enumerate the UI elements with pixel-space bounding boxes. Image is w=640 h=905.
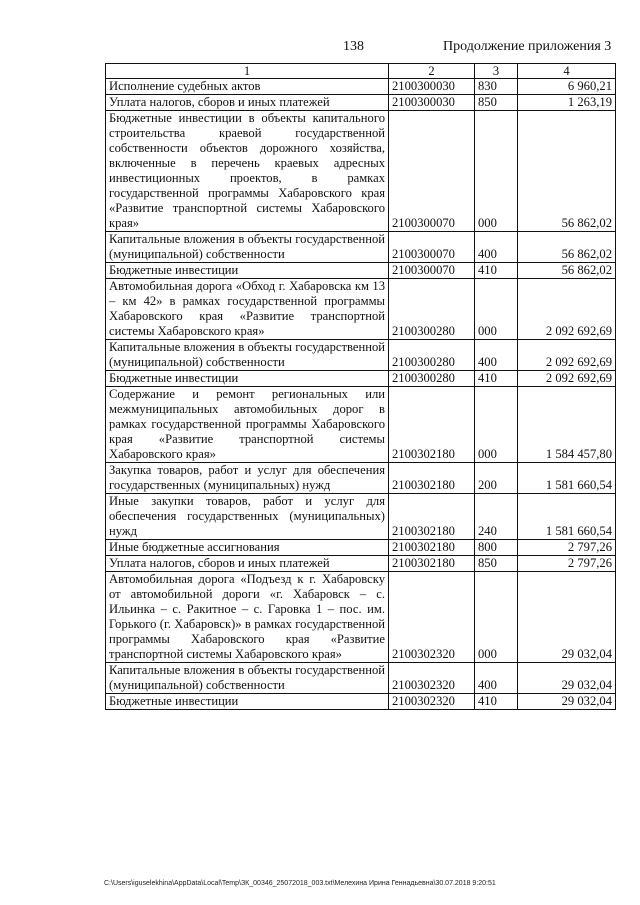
row-kind: 410 [475,694,518,710]
row-code: 2100302180 [389,387,475,463]
row-kind: 410 [475,263,518,279]
page-number: 138 [343,39,364,54]
row-code: 2100300280 [389,371,475,387]
row-amount: 2 092 692,69 [518,279,616,340]
row-code: 2100300030 [389,95,475,111]
row-code: 2100300280 [389,279,475,340]
table-row [106,111,616,232]
table-row [106,463,616,494]
row-amount: 1 263,19 [518,95,616,111]
table-row [106,494,616,540]
row-code: 2100300280 [389,340,475,371]
row-amount: 56 862,02 [518,232,616,263]
row-name: Иные закупки товаров, работ и услуг для обеспечения государственных (муниципальных) нужд [106,494,389,540]
row-kind: 800 [475,540,518,556]
table-row [106,79,616,95]
column-header-code: 2 [389,64,475,79]
row-name: Капитальные вложения в объекты государственной (муниципальной) собственности [106,340,389,371]
row-code: 2100302320 [389,572,475,663]
table-row [106,340,616,371]
column-header-name: 1 [106,64,389,79]
row-amount: 1 584 457,80 [518,387,616,463]
table-row [106,371,616,387]
row-code: 2100302180 [389,540,475,556]
table-row [106,232,616,263]
table-row [106,387,616,463]
row-kind: 000 [475,279,518,340]
row-name: Автомобильная дорога «Обход г. Хабаровска км 13 – км 42» в рамках государственной программы Хабаровского края «Развитие транспортной системы Хабаровского края» [106,279,389,340]
row-kind: 000 [475,387,518,463]
row-name: Содержание и ремонт региональных или межмуниципальных автомобильных дорог в рамках государственной программы Хабаровского края «Развитие транспортной системы Хабаровского края» [106,387,389,463]
table-header-row [106,64,616,79]
table-row [106,694,616,710]
row-kind: 000 [475,572,518,663]
row-amount: 29 032,04 [518,663,616,694]
table-row [106,556,616,572]
row-amount: 1 581 660,54 [518,494,616,540]
row-name: Иные бюджетные ассигнования [106,540,389,556]
continuation-label: Продолжение приложения 3 [443,39,612,54]
row-kind: 000 [475,111,518,232]
table-row [106,540,616,556]
row-kind: 400 [475,340,518,371]
row-amount: 56 862,02 [518,111,616,232]
row-amount: 56 862,02 [518,263,616,279]
table-row [106,663,616,694]
row-amount: 2 797,26 [518,556,616,572]
table-row [106,279,616,340]
row-code: 2100302180 [389,463,475,494]
row-kind: 830 [475,79,518,95]
row-name: Бюджетные инвестиции [106,694,389,710]
row-code: 2100300070 [389,232,475,263]
table-row [106,572,616,663]
row-kind: 400 [475,232,518,263]
budget-table [105,63,616,710]
row-code: 2100302320 [389,694,475,710]
row-amount: 2 797,26 [518,540,616,556]
row-kind: 410 [475,371,518,387]
table-row [106,263,616,279]
row-amount: 29 032,04 [518,694,616,710]
row-kind: 240 [475,494,518,540]
row-name: Бюджетные инвестиции [106,263,389,279]
row-code: 2100302320 [389,663,475,694]
row-name: Уплата налогов, сборов и иных платежей [106,95,389,111]
row-kind: 850 [475,95,518,111]
table-row [106,95,616,111]
row-amount: 29 032,04 [518,572,616,663]
table-body [106,79,616,710]
row-name: Бюджетные инвестиции в объекты капитального строительства краевой государственной собственности объектов дорожного хозяйства, включенные в перечень краевых адресных инвестиционных проектов, в рамках государственной программы Хабаровского края «Развитие транспортной системы Хабаровского края» [106,111,389,232]
row-amount: 2 092 692,69 [518,340,616,371]
row-amount: 2 092 692,69 [518,371,616,387]
column-header-amount: 4 [518,64,616,79]
row-code: 2100302180 [389,494,475,540]
column-header-kind: 3 [475,64,518,79]
row-name: Исполнение судебных актов [106,79,389,95]
row-name: Автомобильная дорога «Подъезд к г. Хабаровску от автомобильной дороги «г. Хабаровск – с. Ильинка – с. Ракитное – с. Гаровка 1 – пос. им. Горького (г. Хабаровск)» в рамках государственной программы Хабаровского края «Развитие транспортной системы Хабаровского края» [106,572,389,663]
row-kind: 400 [475,663,518,694]
row-name: Капитальные вложения в объекты государственной (муниципальной) собственности [106,232,389,263]
row-name: Уплата налогов, сборов и иных платежей [106,556,389,572]
footer-file-path: C:\Users\iguselekhina\AppData\Local\Temp\ЗК_00346_25072018_003.txt\Мелехина Ирина Геннадьевна\30.07.2018 9:20:51 [104,880,496,887]
row-amount: 1 581 660,54 [518,463,616,494]
row-kind: 200 [475,463,518,494]
row-code: 2100300030 [389,79,475,95]
row-amount: 6 960,21 [518,79,616,95]
row-name: Бюджетные инвестиции [106,371,389,387]
row-code: 2100302180 [389,556,475,572]
row-name: Закупка товаров, работ и услуг для обеспечения государственных (муниципальных) нужд [106,463,389,494]
row-code: 2100300070 [389,263,475,279]
row-name: Капитальные вложения в объекты государственной (муниципальной) собственности [106,663,389,694]
row-code: 2100300070 [389,111,475,232]
row-kind: 850 [475,556,518,572]
